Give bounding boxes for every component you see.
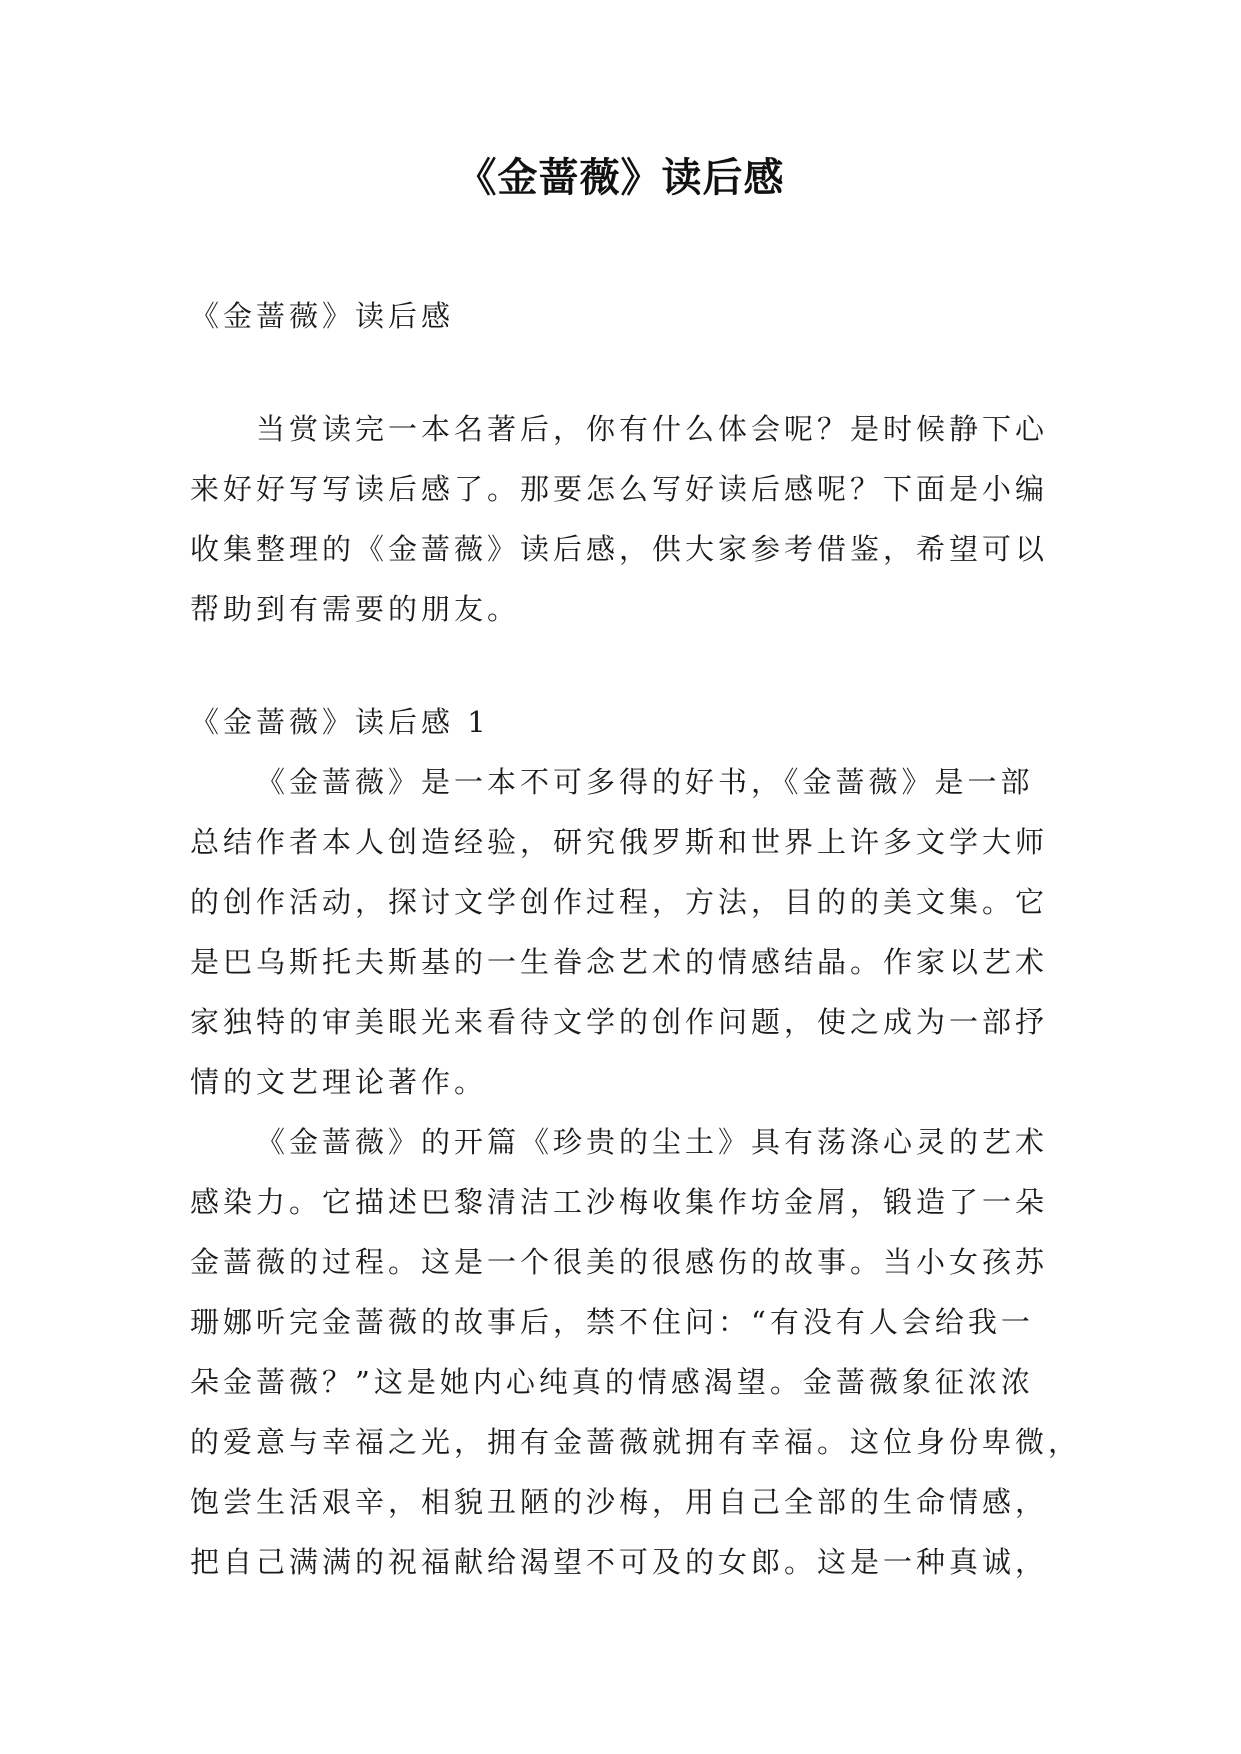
paragraph-line: 珊娜听完金蔷薇的故事后，禁不住问：“有没有人会给我一 [190, 1305, 1034, 1339]
paragraph-line: 把自己满满的祝福献给渴望不可及的女郎。这是一种真诚， [190, 1545, 1049, 1579]
intro-line: 收集整理的《金蔷薇》读后感，供大家参考借鉴，希望可以 [190, 532, 1049, 566]
paragraph-line: 的创作活动，探讨文学创作过程，方法，目的的美文集。它 [190, 885, 1049, 919]
paragraph-line: 情的文艺理论著作。 [190, 1065, 488, 1099]
paragraph-line: 《金蔷薇》是一本不可多得的好书，《金蔷薇》是一部 [256, 765, 1034, 799]
paragraph-line: 朵金蔷薇？”这是她内心纯真的情感渴望。金蔷薇象征浓浓 [190, 1365, 1034, 1399]
spacer [190, 639, 1050, 692]
paragraph-line: 家独特的审美眼光来看待文学的创作问题，使之成为一部抒 [190, 1005, 1049, 1039]
paragraph-line: 是巴乌斯托夫斯基的一生眷念艺术的情感结晶。作家以艺术 [190, 945, 1049, 979]
paragraph-line: 的爱意与幸福之光，拥有金蔷薇就拥有幸福。这位身份卑微， [190, 1425, 1082, 1459]
paragraph-line: 金蔷薇的过程。这是一个很美的很感伤的故事。当小女孩苏 [190, 1245, 1049, 1279]
paragraph-1 [190, 752, 1050, 1112]
intro-paragraph [190, 399, 1050, 639]
paragraph-line: 饱尝生活艰辛，相貌丑陋的沙梅，用自己全部的生命情感， [190, 1485, 1049, 1519]
section-heading: 《金蔷薇》读后感 1 [190, 705, 490, 739]
spacer [190, 346, 1050, 399]
paragraph-line: 感染力。它描述巴黎清洁工沙梅收集作坊金屑，锻造了一朵 [190, 1185, 1049, 1219]
intro-line: 来好好写写读后感了。那要怎么写好读后感呢？下面是小编 [190, 472, 1049, 506]
paragraph-line: 总结作者本人创造经验，研究俄罗斯和世界上许多文学大师 [190, 825, 1049, 859]
subtitle: 《金蔷薇》读后感 [190, 299, 455, 333]
paragraph-2 [190, 1112, 1082, 1592]
document-title: 《金蔷薇》读后感 [456, 155, 785, 201]
paragraph-line: 《金蔷薇》的开篇《珍贵的尘土》具有荡涤心灵的艺术 [256, 1125, 1049, 1159]
document-body [190, 286, 1082, 1592]
intro-line: 当赏读完一本名著后，你有什么体会呢？是时候静下心 [256, 412, 1049, 446]
intro-line: 帮助到有需要的朋友。 [190, 592, 521, 626]
